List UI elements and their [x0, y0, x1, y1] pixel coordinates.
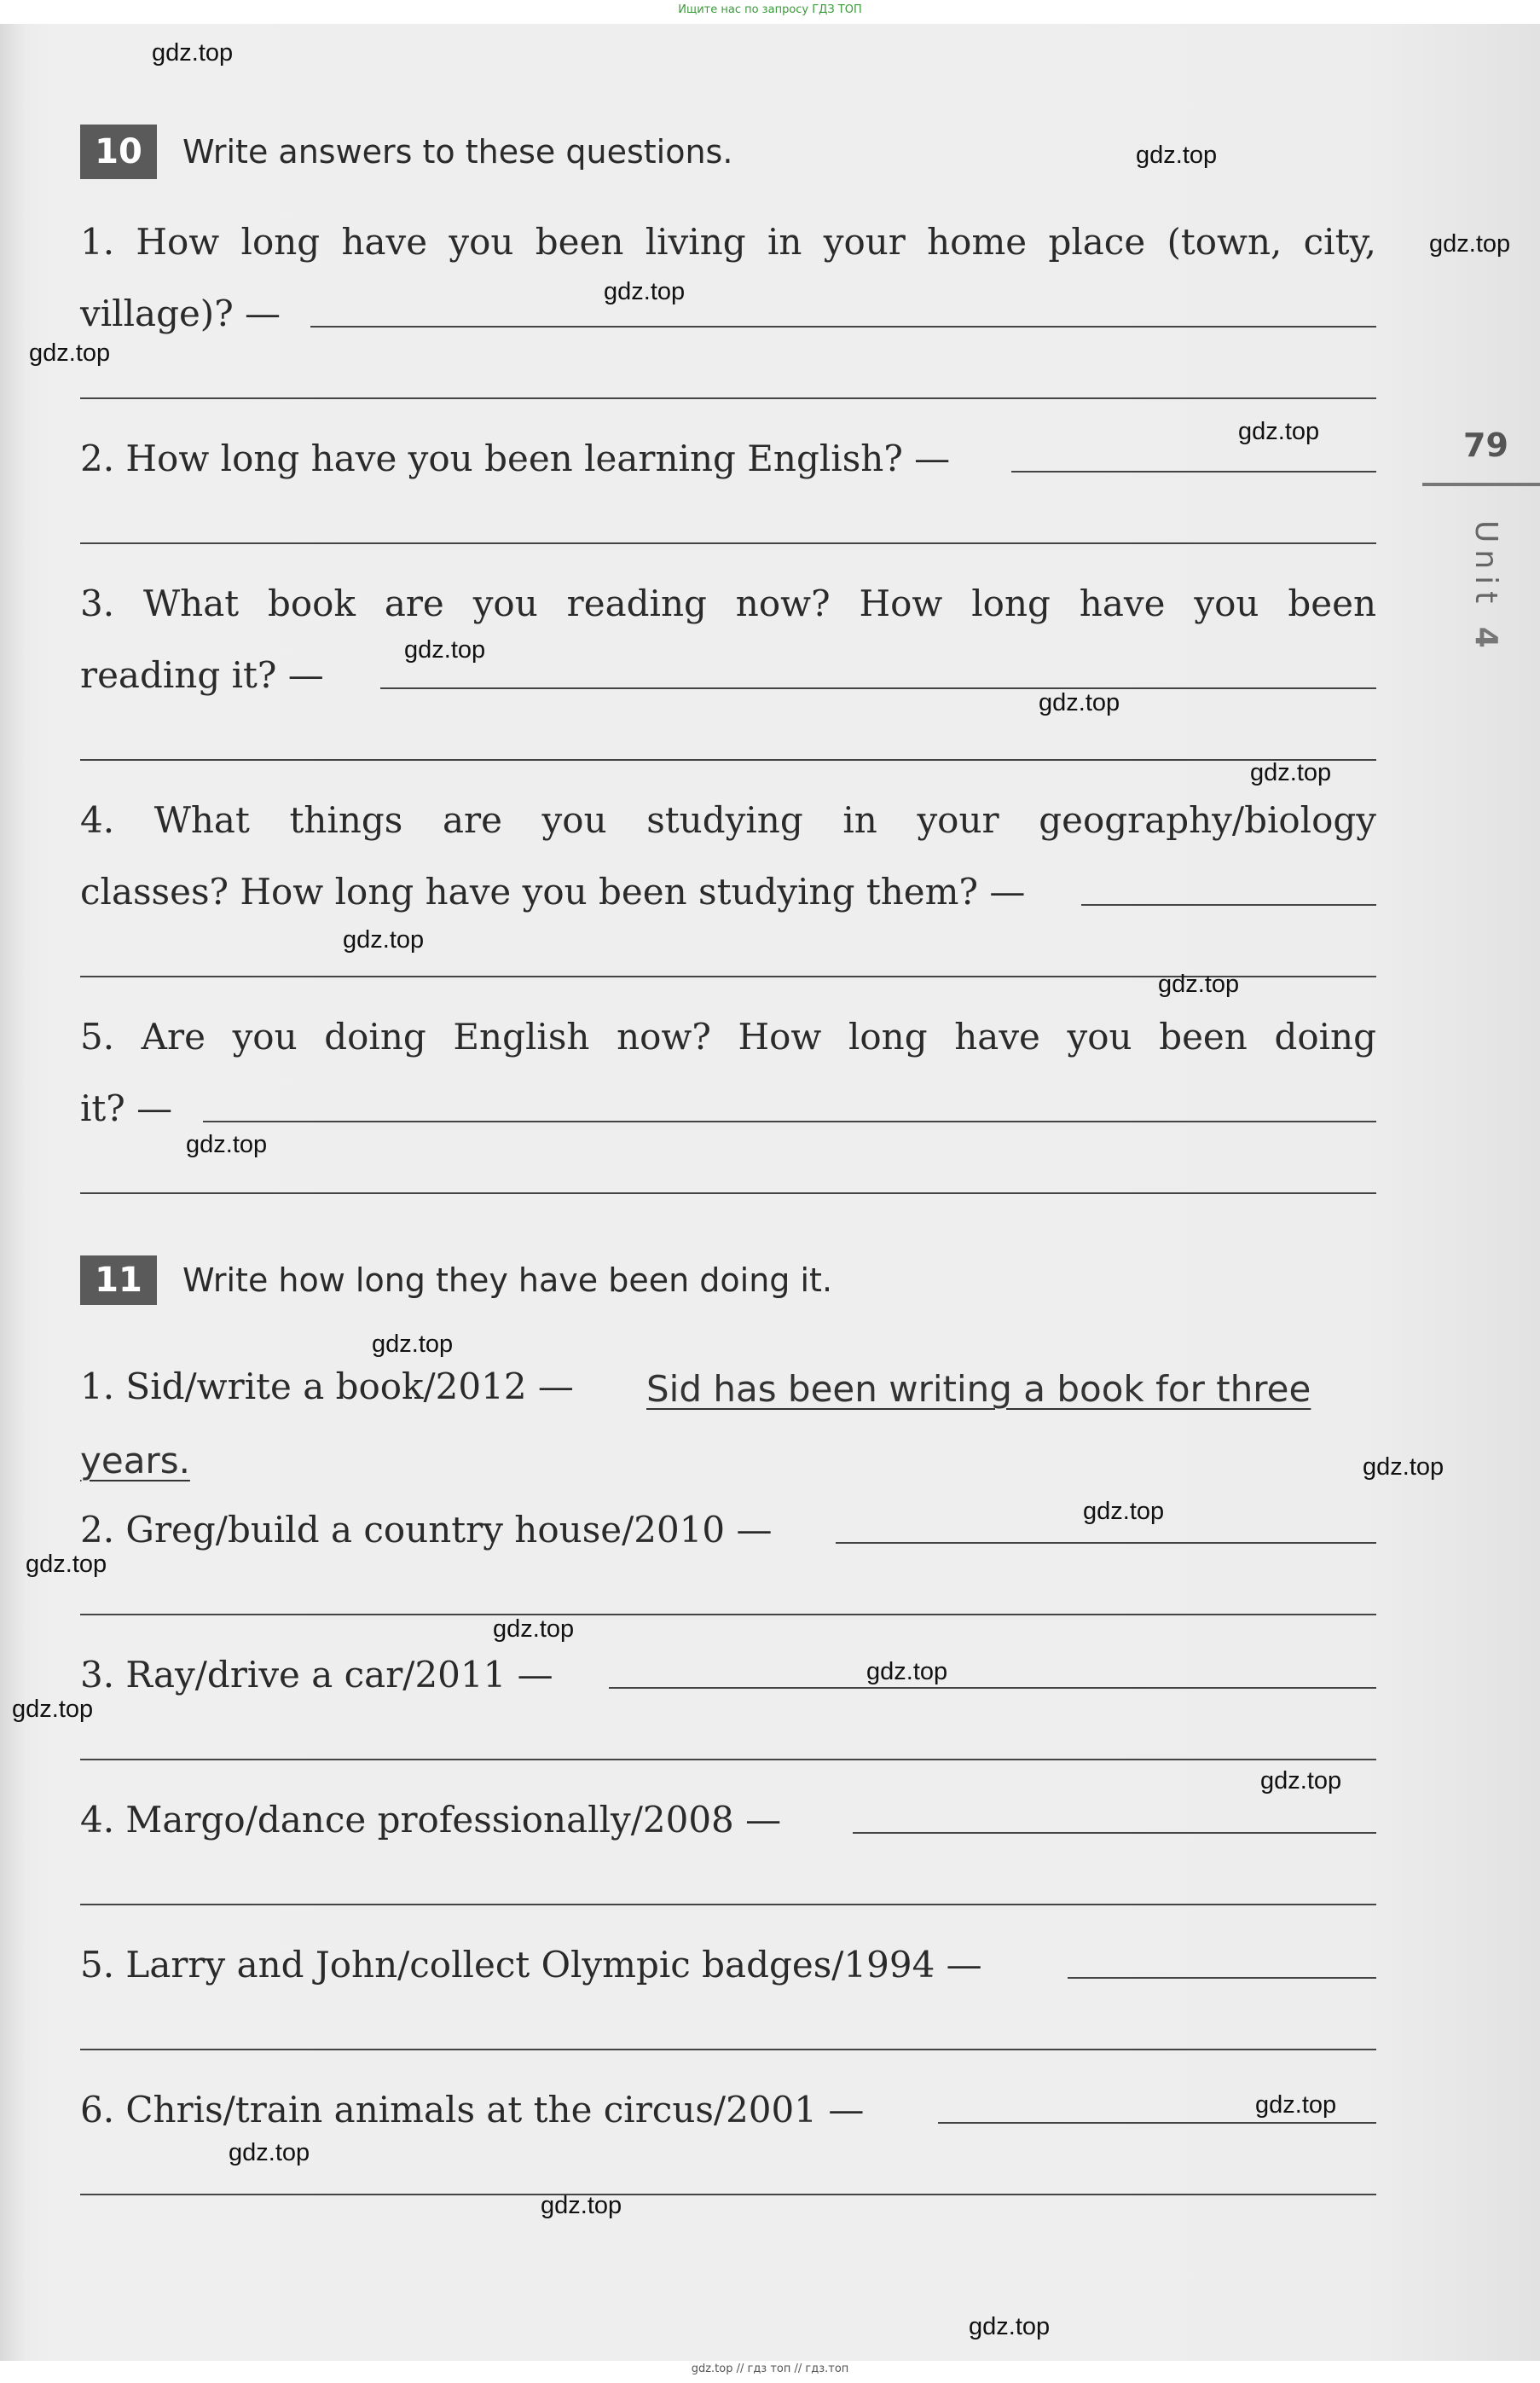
item-3-prompt: 3. Ray/drive a car/2011 — [80, 1654, 553, 1696]
watermark: gdz.top [229, 2139, 310, 2166]
watermark: gdz.top [372, 1331, 454, 1358]
watermark: gdz.top [1083, 1498, 1165, 1525]
watermark: gdz.top [1158, 971, 1240, 998]
watermark: gdz.top [1255, 2091, 1337, 2119]
watermark: gdz.top [343, 926, 425, 954]
watermark: gdz.top [1429, 230, 1511, 258]
answer-line[interactable] [80, 1614, 1376, 1615]
answer-line[interactable] [1068, 1977, 1376, 1979]
question-5-line-2: it? — [80, 1087, 173, 1129]
watermark: gdz.top [12, 1696, 94, 1723]
question-1-line-2: village)? — [80, 293, 281, 334]
answer-line[interactable] [380, 687, 1376, 689]
question-5-line-1: 5. Are you doing English now? How long have you been doing [80, 1016, 1376, 1058]
answer-line[interactable] [203, 1121, 1376, 1122]
exercise-number: 10 [80, 125, 157, 179]
item-4-prompt: 4. Margo/dance professionally/2008 — [80, 1799, 782, 1841]
question-4-line-2: classes? How long have you been studying them? — [80, 871, 1026, 913]
item-2-prompt: 2. Greg/build a country house/2010 — [80, 1509, 773, 1551]
answer-line[interactable] [80, 397, 1376, 399]
watermark: gdz.top [493, 1615, 575, 1643]
question-3-line-1: 3. What book are you reading now? How long have you been [80, 583, 1376, 624]
answer-line[interactable] [938, 2122, 1376, 2124]
unit-label [1468, 520, 1503, 655]
answer-line[interactable] [310, 326, 1376, 328]
unit-word: Unit [1468, 520, 1503, 611]
answer-line[interactable] [609, 1687, 1376, 1689]
watermark: gdz.top [541, 2192, 622, 2219]
item-1-prompt: 1. Sid/write a book/2012 — [80, 1365, 574, 1407]
watermark: gdz.top [26, 1551, 107, 1578]
answer-line[interactable] [836, 1542, 1376, 1544]
answer-line[interactable] [80, 1904, 1376, 1905]
bottom-banner: gdz.top // гдз топ // гдз.топ [691, 2363, 849, 2375]
item-5-prompt: 5. Larry and John/collect Olympic badges/1994 — [80, 1944, 982, 1986]
exercise-instruction: Write answers to these questions. [182, 133, 733, 171]
answer-line[interactable] [80, 2194, 1376, 2195]
unit-number: 4 [1468, 626, 1503, 655]
question-3-line-2: reading it? — [80, 654, 324, 696]
exercise-instruction: Write how long they have been doing it. [182, 1261, 833, 1299]
question-2: 2. How long have you been learning English? — [80, 438, 951, 479]
question-4-line-1: 4. What things are you studying in your geography/biology [80, 799, 1376, 841]
answer-line[interactable] [80, 1192, 1376, 1194]
exercise-number: 11 [80, 1255, 157, 1305]
exercise-11-header [80, 1255, 832, 1305]
item-1-answer-line-2: years. [80, 1440, 190, 1481]
watermark: gdz.top [604, 278, 686, 305]
exercise-10-header [80, 125, 732, 179]
question-1-line-1: 1. How long have you been living in your home place (town, city, [80, 221, 1376, 263]
watermark: gdz.top [1136, 142, 1218, 169]
watermark: gdz.top [29, 339, 111, 367]
answer-line[interactable] [80, 759, 1376, 761]
watermark: gdz.top [1250, 759, 1332, 786]
top-banner: Ищите нас по запросу ГДЗ ТОП [678, 3, 862, 16]
page-number: 79 [1463, 426, 1508, 464]
answer-line[interactable] [80, 1759, 1376, 1760]
answer-line[interactable] [80, 2049, 1376, 2050]
item-6-prompt: 6. Chris/train animals at the circus/2001 — [80, 2089, 865, 2131]
watermark: gdz.top [866, 1658, 948, 1685]
answer-line[interactable] [80, 542, 1376, 544]
watermark: gdz.top [404, 636, 486, 664]
watermark: gdz.top [969, 2313, 1051, 2340]
item-1-answer-line-1: Sid has been writing a book for three [646, 1368, 1311, 1410]
answer-line[interactable] [1011, 471, 1376, 473]
watermark: gdz.top [1039, 689, 1120, 716]
answer-line[interactable] [1081, 904, 1376, 906]
watermark: gdz.top [1363, 1453, 1444, 1481]
answer-line[interactable] [853, 1832, 1376, 1834]
watermark: gdz.top [186, 1131, 268, 1158]
margin-divider [1422, 483, 1540, 486]
watermark: gdz.top [1238, 418, 1320, 445]
watermark: gdz.top [1260, 1767, 1342, 1794]
watermark: gdz.top [152, 39, 234, 67]
